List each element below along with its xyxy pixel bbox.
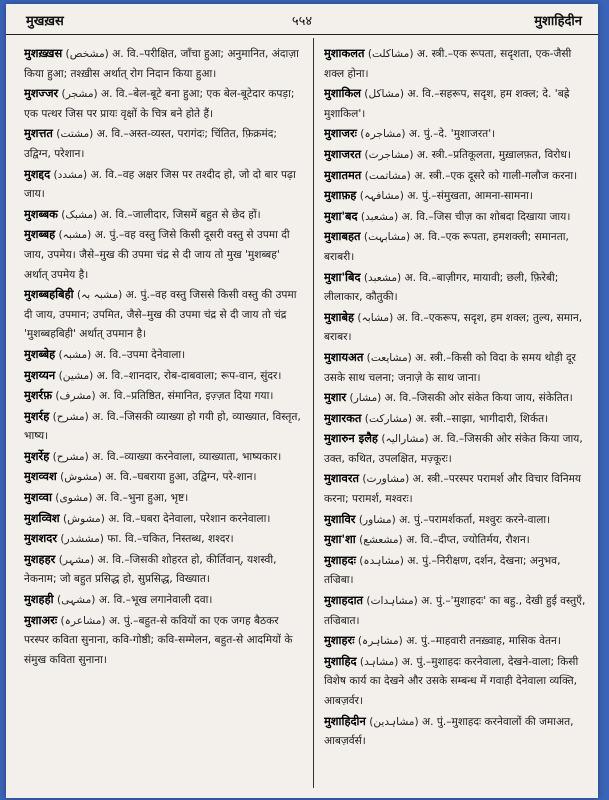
entry-definition: अ. पुं.–'मुशाहदः' का बहु., देखी हुई वस्तुएँ, तज्रिबात।: [324, 595, 586, 627]
entry-urdu-spelling: (مشاکلت): [364, 48, 417, 60]
entry-definition: अ. पुं.–निरीक्षण, दर्शन, देखना; अनुभव, तज्रिबा।: [324, 554, 561, 587]
entry-urdu-spelling: (مشاجرت): [361, 148, 417, 161]
entry-definition: अ. स्त्री.–साझा, भागीदारी, शिर्कत।: [415, 412, 549, 425]
dictionary-entry: [324, 186, 586, 207]
dictionary-entry: [324, 308, 586, 348]
dictionary-entry: [324, 631, 586, 652]
dictionary-entry: [24, 285, 306, 345]
entry-urdu-spelling: (مشابہ): [354, 311, 397, 324]
entry-definition: अ. वि.–भुना हुआ, भृष्ट।: [95, 492, 189, 505]
entry-urdu-spelling: (مشجر): [58, 88, 102, 101]
column-divider: [313, 38, 314, 788]
dictionary-entry: [324, 591, 586, 631]
entry-urdu-spelling: (مشین): [55, 369, 97, 382]
entry-urdu-spelling: (مشاہرہ): [354, 635, 407, 648]
entry-definition: अ. पुं.–वह वस्तु जिससे किसी वस्तु की उपमा दी जाय, उपमान; उपमित, जैसे–मुख की उपमा चंद्र से दी जाय तो चंद्र 'मुशब्बहबिही' अर्थात् उपमान है।: [24, 289, 297, 341]
entry-definition: अ. वि.–बाज़ीगर, मायावी; छली, फ़िरेबी; लीलाकार, कौतुकी।: [324, 271, 559, 304]
entry-urdu-spelling: (مشرف): [52, 390, 99, 403]
dictionary-entry: [24, 124, 306, 164]
dictionary-entry: [24, 447, 306, 468]
dictionary-entry: [24, 467, 306, 488]
entry-definition: अ. वि.–एकरूप, सदृश, हम शक्ल; तुल्य, समान, बराबर।: [324, 311, 583, 344]
entry-definition: अ. वि.–व्याख्या करनेवाला, व्याख्याता, भाष्यकार।: [92, 450, 282, 463]
entry-definition: अ. वि.–एक रूपता, हमशक्ली; समानता, बराबरी।: [324, 231, 569, 263]
entry-urdu-spelling: (مشارکت): [361, 412, 416, 425]
entry-urdu-spelling: (مشاورت): [359, 473, 413, 486]
entry-urdu-spelling: (مشاہد): [356, 655, 402, 668]
dictionary-entry: [324, 145, 586, 166]
entry-definition: अ. स्त्री.–किसी को विदा के समय थोड़ी दूर उसके साथ चलना; जनाज़े के साथ जाना।: [324, 351, 576, 384]
entry-definition: अ. पुं.–मुशाहदः करनेवाला, देखने-वाला; किसी विशेष कार्य का देखने और उसके सम्बन्ध में गवाही देनेवाला व्यक्ति, आबज़र्वर।: [324, 655, 579, 707]
dictionary-entry: [24, 509, 306, 530]
dictionary-page: [6, 4, 598, 798]
entry-headword: मुशाहिदीन: [324, 713, 366, 728]
entry-headword: मुशाहदः: [324, 552, 356, 567]
header-left-guide-word: मुखख़स: [26, 14, 64, 29]
entry-urdu-spelling: (مششدر): [57, 533, 108, 546]
entry-urdu-spelling: (مشعبد): [360, 271, 405, 284]
dictionary-entry: [324, 227, 586, 267]
entry-definition: अ. पुं.–माहवारी तनख़्वाह, मासिक वेतन।: [406, 635, 561, 648]
entry-definition: अ. पुं.–मुशाहदः करनेवालों की जमाअत, आबज़र्वर्स।: [324, 715, 574, 748]
entry-headword: मुशाहिद: [324, 653, 357, 668]
entry-definition: अ. वि.–परीक्षित, जाँचा हुआ; अनुमानित, अंदाज़ा किया हुआ; तश्ख़ीस अर्थात् रोग निदान किया हुआ।: [24, 48, 299, 80]
dictionary-entry: [324, 469, 586, 509]
entry-urdu-spelling: (مشایعت): [363, 351, 416, 364]
dictionary-entry: [324, 712, 586, 752]
entry-urdu-spelling: (مشاور): [355, 513, 400, 526]
entry-headword: मुशहही: [24, 592, 54, 607]
entry-urdu-spelling: (مشاکل): [360, 88, 408, 101]
entry-urdu-spelling: (مشافہہ): [356, 190, 408, 203]
entry-headword: मुशायअत: [324, 349, 364, 364]
entry-headword: मुशज्जर: [24, 86, 59, 101]
entry-headword: मुशाहरः: [324, 633, 355, 648]
entry-definition: अ. वि.–शानदार, रोब-दाबवाला; रूप-वान, सुंदर।: [96, 369, 282, 382]
entry-definition: अ. वि.–घबरा देनेवाला, परेशान करनेवाला।: [108, 512, 271, 525]
entry-urdu-spelling: (مشرح): [49, 450, 93, 463]
entry-urdu-spelling: (مشدد): [50, 168, 91, 181]
entry-headword: मुशाजरत: [324, 146, 362, 161]
entry-urdu-spelling: (مشتت): [52, 128, 97, 141]
dictionary-entry: [324, 429, 586, 469]
entry-definition: अ. वि.–घबराया हुआ, उद्विग्न, परे-शान।: [105, 471, 257, 484]
entry-definition: अ. वि.–बेल-बूटे बना हुआ; एक बेल-बूटेदार कपड़ा; एक पत्थर जिस पर प्रायः वृक्षों के चित्र बने होते हैं।: [24, 88, 295, 120]
page-header: [6, 4, 598, 35]
page-number: ५५४: [291, 14, 313, 29]
entry-definition: अ. पुं.–वह वस्तु जिसे किसी दूसरी वस्तु से उपमा दी जाय, उपमेय। जैसे–मुख की उपमा चंद्र से दी जाय तो मुख 'मुशब्बह' अर्थात् उपमेय है।: [24, 229, 290, 281]
entry-urdu-spelling: (مشہر): [55, 553, 98, 566]
dictionary-entry: [324, 166, 586, 187]
dictionary-entry: [24, 611, 306, 671]
entry-urdu-spelling: (مشاہدہ): [355, 554, 408, 567]
entry-definition: अ. पुं.–बहुत-से कवियों का एक जगह बैठकर परस्पर कविता सुनाना, कवि-गोष्ठी; कवि-सम्मेलन, बहुत-से आदमियों के संमुख कविता सुनाना।: [24, 614, 293, 666]
entry-urdu-spelling: (مشبہ): [55, 348, 95, 361]
entry-urdu-spelling: (مشاہدین): [365, 715, 422, 728]
entry-definition: अ. पुं.–संमुखता, आमना-सामना।: [407, 190, 533, 203]
entry-definition: अ. वि.–जिसकी ओर संकेत किया जाय, उक्त, कथित, उपलक्षित, मज़्कूरः।: [324, 433, 583, 465]
dictionary-entry: [24, 345, 306, 366]
entry-urdu-spelling: (مشاتمت): [361, 169, 415, 182]
dictionary-entry: [324, 530, 586, 551]
entry-headword: मुशद्दद: [24, 166, 51, 181]
entry-headword: मुशारकत: [324, 410, 362, 425]
entry-headword: मुशय्यन: [24, 367, 56, 382]
entry-urdu-spelling: (مشابہت): [360, 231, 414, 244]
dictionary-entry: [24, 366, 306, 387]
entry-urdu-spelling: (مشاجرہ): [356, 128, 409, 141]
entry-urdu-spelling: (مشاعرہ): [57, 614, 109, 627]
entry-urdu-spelling: (مشعبد): [357, 210, 402, 223]
dictionary-entry: [24, 84, 306, 124]
dictionary-entry: [324, 348, 586, 388]
entry-headword: मुशर्रेह: [24, 448, 50, 463]
entry-definition: अ. स्त्री.–प्रतिकूलता, मुख़ालफ़त, विरोध।: [416, 148, 571, 161]
entry-headword: मुशाबहत: [324, 229, 361, 244]
entry-definition: अ. वि.–सहरूप, सदृश, हम शक्ल; दे. 'बह्रे मुशाकिल'।: [324, 88, 570, 120]
dictionary-entry: [24, 488, 306, 509]
entry-headword: मुशा'बद: [324, 208, 358, 223]
entry-headword: मुशब्बह: [24, 227, 56, 242]
entry-definition: अ. स्त्री.–एक दूसरे को गाली-गलौज करना।: [414, 169, 578, 182]
entry-headword: मुशव्वश: [24, 469, 57, 484]
entry-headword: मुशब्बहबिही: [24, 287, 74, 302]
dictionary-entry: [24, 407, 306, 447]
entry-headword: मुशाकलत: [324, 46, 365, 60]
entry-urdu-spelling: (مشرح): [49, 410, 93, 423]
entry-definition: फा. वि.–चकित, निस्तब्ध, शश्दर।: [107, 533, 234, 546]
entry-headword: मुशाविर: [324, 511, 356, 526]
entry-headword: मुशहहर: [24, 551, 56, 566]
entry-headword: मुशा'बिद: [324, 269, 361, 284]
entry-headword: मुशब्बेह: [24, 346, 56, 361]
entry-definition: अ. पुं.–दे. 'मुशाजरत'।: [408, 128, 496, 141]
entry-urdu-spelling: (مشارالیہ): [377, 433, 433, 446]
dictionary-entry: [24, 205, 306, 226]
entry-urdu-spelling: (مشوش): [59, 512, 109, 525]
dictionary-entry: [24, 44, 306, 84]
entry-headword: मुशब्बक: [24, 206, 58, 221]
dictionary-entry: [324, 268, 586, 308]
entry-urdu-spelling: (مشوش): [56, 471, 106, 484]
entry-urdu-spelling: (مشبک): [57, 208, 101, 221]
entry-headword: मुशाहदात: [324, 593, 364, 608]
right-column: [324, 44, 586, 792]
entry-headword: मुशर्रह: [24, 408, 50, 423]
entry-definition: अ. वि.–भूख लगानेवाली दवा।: [98, 594, 213, 607]
entry-definition: अ. वि.–जिसकी व्याख्या हो गयी हो, व्याख्यात, विस्तृत, भाष्य।: [24, 410, 301, 443]
entry-definition: अ. वि.–प्रतिष्ठित, संमानित, इज़्ज़त दिया गया।: [98, 390, 274, 403]
entry-urdu-spelling: (مشہی): [53, 594, 99, 607]
entry-headword: मुशाबेह: [324, 309, 355, 324]
dictionary-entry: [324, 207, 586, 228]
entry-definition: अ. स्त्री.–परस्पर परामर्श और विचार विनिमय करना; परामर्श, मश्वरः।: [324, 473, 582, 506]
dictionary-entry: [324, 388, 586, 409]
entry-headword: मुशार: [324, 390, 347, 405]
entry-definition: अ. वि.–जिस चीज़ का शोबदा दिखाया जाय।: [401, 210, 571, 223]
entry-headword: मुशाअरः: [24, 612, 58, 627]
dictionary-entry: [324, 44, 586, 84]
entry-definition: अ. वि.–जिसकी शोहरत हो, कीर्तिवान्, यशस्वी, नेकनाम; जो बहुत प्रसिद्ध हो, सुप्रसिद्ध, विख्यात।: [24, 553, 277, 586]
entry-definition: अ. वि.–उपमा देनेवाला।: [94, 348, 186, 361]
entry-definition: अ. पुं.–परामर्शकर्ता, मश्वुरः करने-वाला।: [399, 513, 551, 526]
entry-headword: मुशत्तत: [24, 126, 53, 141]
entry-headword: मुशव्विश: [24, 510, 60, 525]
entry-headword: मुशातमत: [324, 167, 362, 182]
entry-headword: मुशख़्ख़स: [24, 46, 63, 60]
entry-definition: अ. वि.–जिसकी ओर संकेत किया जाय, संकेतित।: [384, 392, 573, 405]
dictionary-entry: [324, 510, 586, 531]
dictionary-entry: [324, 84, 586, 124]
dictionary-entry: [24, 590, 306, 611]
entry-headword: मुशावरत: [324, 471, 359, 486]
entry-headword: मुशाफ़ह: [324, 188, 357, 203]
entry-headword: मुशा'शा: [324, 532, 356, 547]
dictionary-entry: [24, 165, 306, 205]
dictionary-entry: [24, 550, 306, 590]
entry-definition: अ. वि.–जालीदार, जिसमें बहुत से छेद हों।: [100, 208, 261, 221]
entry-definition: अ. वि.–वह अक्षर जिस पर तश्दीद हो, जो दो बार पढ़ा जाय।: [24, 168, 296, 201]
entry-urdu-spelling: (مشبہ): [55, 229, 95, 242]
dictionary-entry: [324, 124, 586, 145]
entry-headword: मुशाकिल: [324, 86, 361, 101]
header-right-guide-word: मुशाहिदीन: [534, 14, 582, 29]
dictionary-entry: [324, 652, 586, 712]
dictionary-entry: [24, 386, 306, 407]
entry-headword: मुशव्वा: [24, 490, 52, 505]
entry-urdu-spelling: (مشوی): [51, 492, 96, 505]
entry-definition: अ. वि.–दीप्त, ज्योतिर्मय, रौशन।: [406, 534, 530, 547]
entry-urdu-spelling: (مشخص): [62, 48, 113, 60]
entry-urdu-spelling: (مشبہ بہ): [73, 289, 126, 302]
entry-urdu-spelling: (مشاہدات): [363, 595, 422, 608]
entry-definition: अ. वि.–अस्त-व्यस्त, परागंदः; चिंतित, फ़िक्रमंद; उद्विग्न, परेशान।: [24, 128, 277, 160]
entry-headword: मुशारुन इलैह: [324, 431, 378, 446]
left-column: [24, 44, 306, 792]
entry-headword: मुशर्रफ़: [24, 388, 52, 403]
entry-headword: मुशशदर: [24, 531, 58, 546]
entry-headword: मुशाजरः: [324, 126, 357, 141]
entry-urdu-spelling: (مشار): [346, 392, 385, 405]
dictionary-entry: [24, 225, 306, 285]
entry-definition: अ. स्त्री.–एक रूपता, सदृशता, एक-जैसी शक्ल होना।: [324, 48, 572, 80]
entry-urdu-spelling: (مشعشع): [355, 534, 407, 547]
dictionary-entry: [324, 551, 586, 591]
dictionary-entry: [24, 529, 306, 550]
dictionary-entry: [324, 409, 586, 430]
